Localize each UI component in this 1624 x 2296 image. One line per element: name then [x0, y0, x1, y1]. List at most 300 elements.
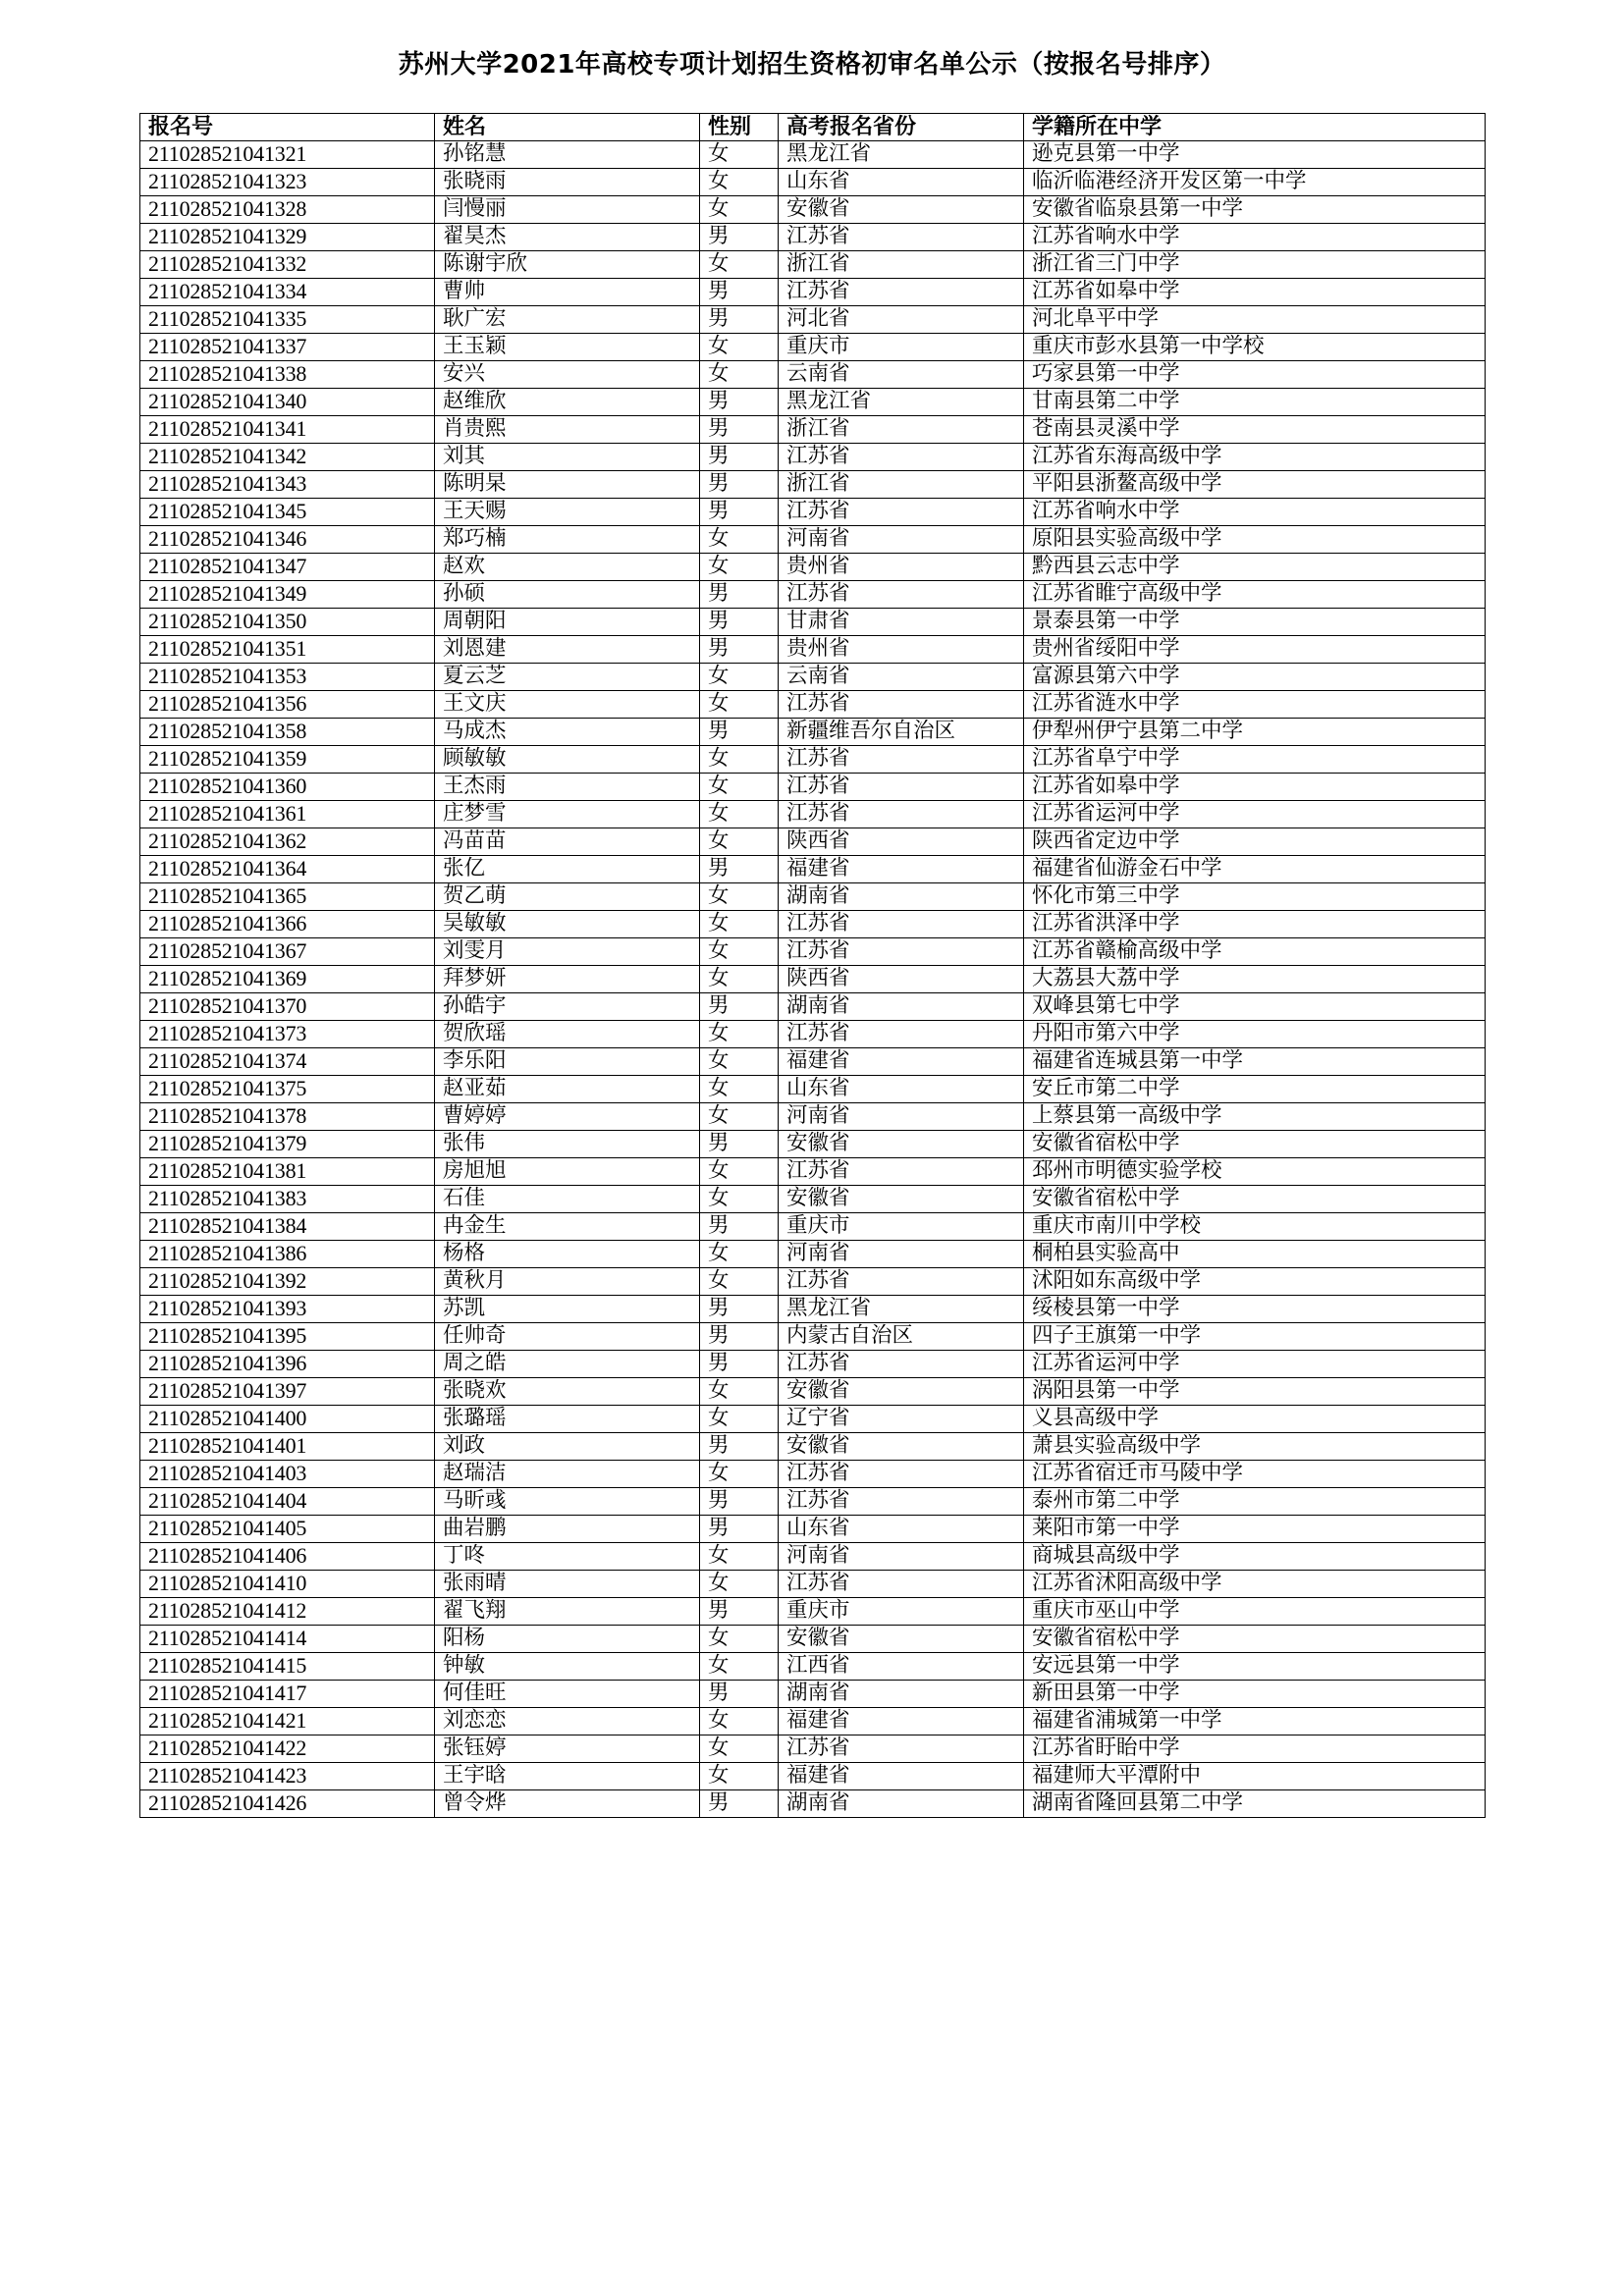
cell-id: 211028521041412 [140, 1597, 435, 1625]
cell-name: 阳杨 [435, 1625, 700, 1652]
cell-name: 刘政 [435, 1432, 700, 1460]
cell-province: 新疆维吾尔自治区 [779, 718, 1024, 745]
table-row [140, 992, 1486, 1020]
cell-gender: 女 [700, 333, 779, 360]
cell-gender: 男 [700, 223, 779, 250]
table-row [140, 1487, 1486, 1515]
table-row [140, 1185, 1486, 1212]
cell-id: 211028521041338 [140, 360, 435, 388]
cell-id: 211028521041415 [140, 1652, 435, 1680]
cell-id: 211028521041341 [140, 415, 435, 443]
cell-school: 重庆市彭水县第一中学校 [1024, 333, 1486, 360]
table-row [140, 1460, 1486, 1487]
cell-school: 甘南县第二中学 [1024, 388, 1486, 415]
cell-school: 苍南县灵溪中学 [1024, 415, 1486, 443]
roster-table-wrapper [139, 80, 1485, 1818]
cell-school: 江苏省运河中学 [1024, 800, 1486, 828]
cell-gender: 女 [700, 1102, 779, 1130]
cell-school: 临沂临港经济开发区第一中学 [1024, 168, 1486, 195]
cell-name: 孙铭慧 [435, 140, 700, 168]
cell-id: 211028521041386 [140, 1240, 435, 1267]
cell-name: 丁咚 [435, 1542, 700, 1570]
cell-school: 原阳县实验高级中学 [1024, 525, 1486, 553]
cell-province: 云南省 [779, 663, 1024, 690]
cell-province: 浙江省 [779, 415, 1024, 443]
table-row [140, 1350, 1486, 1377]
column-header-registration-number: 报名号 [140, 113, 435, 140]
table-row [140, 718, 1486, 745]
cell-id: 211028521041329 [140, 223, 435, 250]
cell-id: 211028521041373 [140, 1020, 435, 1047]
cell-gender: 女 [700, 828, 779, 855]
cell-province: 河南省 [779, 1240, 1024, 1267]
cell-gender: 女 [700, 745, 779, 773]
cell-province: 湖南省 [779, 1680, 1024, 1707]
cell-gender: 女 [700, 553, 779, 580]
cell-school: 平阳县浙鳌高级中学 [1024, 470, 1486, 498]
cell-gender: 男 [700, 1789, 779, 1817]
cell-gender: 男 [700, 635, 779, 663]
cell-name: 刘恩建 [435, 635, 700, 663]
cell-province: 江苏省 [779, 1487, 1024, 1515]
table-row [140, 663, 1486, 690]
cell-school: 黔西县云志中学 [1024, 553, 1486, 580]
cell-gender: 女 [700, 1185, 779, 1212]
cell-id: 211028521041358 [140, 718, 435, 745]
cell-id: 211028521041328 [140, 195, 435, 223]
cell-id: 211028521041370 [140, 992, 435, 1020]
cell-gender: 女 [700, 1267, 779, 1295]
cell-province: 江苏省 [779, 690, 1024, 718]
cell-id: 211028521041374 [140, 1047, 435, 1075]
cell-province: 陕西省 [779, 828, 1024, 855]
cell-gender: 男 [700, 855, 779, 882]
cell-name: 张亿 [435, 855, 700, 882]
cell-gender: 女 [700, 773, 779, 800]
cell-name: 刘雯月 [435, 937, 700, 965]
cell-school: 安丘市第二中学 [1024, 1075, 1486, 1102]
cell-name: 张钰婷 [435, 1735, 700, 1762]
cell-name: 郑巧楠 [435, 525, 700, 553]
table-row [140, 937, 1486, 965]
cell-name: 翟飞翔 [435, 1597, 700, 1625]
cell-name: 顾敏敏 [435, 745, 700, 773]
table-row [140, 1515, 1486, 1542]
table-row [140, 1625, 1486, 1652]
cell-id: 211028521041423 [140, 1762, 435, 1789]
cell-name: 翟昊杰 [435, 223, 700, 250]
table-row [140, 388, 1486, 415]
table-row [140, 1789, 1486, 1817]
cell-province: 山东省 [779, 1515, 1024, 1542]
table-header [140, 113, 1486, 140]
cell-province: 福建省 [779, 1762, 1024, 1789]
cell-id: 211028521041332 [140, 250, 435, 278]
cell-province: 福建省 [779, 1047, 1024, 1075]
cell-gender: 女 [700, 1570, 779, 1597]
cell-school: 邳州市明德实验学校 [1024, 1157, 1486, 1185]
cell-name: 马昕彧 [435, 1487, 700, 1515]
cell-school: 景泰县第一中学 [1024, 608, 1486, 635]
cell-id: 211028521041400 [140, 1405, 435, 1432]
cell-name: 王宇晗 [435, 1762, 700, 1789]
cell-gender: 女 [700, 1707, 779, 1735]
cell-school: 江苏省洪泽中学 [1024, 910, 1486, 937]
table-row [140, 1130, 1486, 1157]
cell-province: 河南省 [779, 1102, 1024, 1130]
cell-id: 211028521041356 [140, 690, 435, 718]
cell-province: 湖南省 [779, 882, 1024, 910]
cell-id: 211028521041364 [140, 855, 435, 882]
cell-school: 安徽省临泉县第一中学 [1024, 195, 1486, 223]
cell-school: 泰州市第二中学 [1024, 1487, 1486, 1515]
cell-school: 富源县第六中学 [1024, 663, 1486, 690]
cell-name: 房旭旭 [435, 1157, 700, 1185]
cell-school: 江苏省运河中学 [1024, 1350, 1486, 1377]
column-header-gender: 性别 [700, 113, 779, 140]
cell-gender: 男 [700, 388, 779, 415]
table-row [140, 470, 1486, 498]
cell-gender: 男 [700, 498, 779, 525]
cell-province: 湖南省 [779, 992, 1024, 1020]
cell-province: 江苏省 [779, 580, 1024, 608]
cell-name: 杨格 [435, 1240, 700, 1267]
cell-name: 耿广宏 [435, 305, 700, 333]
cell-gender: 男 [700, 443, 779, 470]
cell-name: 赵维欣 [435, 388, 700, 415]
cell-name: 钟敏 [435, 1652, 700, 1680]
cell-name: 刘恋恋 [435, 1707, 700, 1735]
cell-school: 江苏省响水中学 [1024, 223, 1486, 250]
table-row [140, 1047, 1486, 1075]
cell-gender: 女 [700, 937, 779, 965]
cell-id: 211028521041417 [140, 1680, 435, 1707]
cell-id: 211028521041397 [140, 1377, 435, 1405]
cell-gender: 男 [700, 1680, 779, 1707]
cell-gender: 女 [700, 1625, 779, 1652]
cell-school: 上蔡县第一高级中学 [1024, 1102, 1486, 1130]
table-row [140, 498, 1486, 525]
cell-school: 商城县高级中学 [1024, 1542, 1486, 1570]
cell-school: 新田县第一中学 [1024, 1680, 1486, 1707]
table-row [140, 1240, 1486, 1267]
cell-id: 211028521041366 [140, 910, 435, 937]
cell-name: 王杰雨 [435, 773, 700, 800]
cell-province: 江苏省 [779, 498, 1024, 525]
cell-id: 211028521041392 [140, 1267, 435, 1295]
cell-gender: 女 [700, 1075, 779, 1102]
cell-name: 苏凯 [435, 1295, 700, 1322]
cell-name: 贺欣瑶 [435, 1020, 700, 1047]
cell-province: 江苏省 [779, 1460, 1024, 1487]
cell-school: 安徽省宿松中学 [1024, 1625, 1486, 1652]
cell-school: 福建师大平潭附中 [1024, 1762, 1486, 1789]
cell-name: 马成杰 [435, 718, 700, 745]
cell-province: 江苏省 [779, 937, 1024, 965]
cell-name: 贺乙萌 [435, 882, 700, 910]
cell-school: 绥棱县第一中学 [1024, 1295, 1486, 1322]
cell-name: 孙皓宇 [435, 992, 700, 1020]
cell-gender: 女 [700, 1020, 779, 1047]
cell-gender: 男 [700, 1212, 779, 1240]
cell-gender: 女 [700, 1240, 779, 1267]
cell-school: 伊犁州伊宁县第二中学 [1024, 718, 1486, 745]
table-row [140, 1295, 1486, 1322]
table-row [140, 1735, 1486, 1762]
cell-province: 江苏省 [779, 773, 1024, 800]
cell-name: 夏云芝 [435, 663, 700, 690]
cell-province: 云南省 [779, 360, 1024, 388]
column-header-province: 高考报名省份 [779, 113, 1024, 140]
cell-name: 肖贵熙 [435, 415, 700, 443]
table-row [140, 223, 1486, 250]
cell-province: 安徽省 [779, 1185, 1024, 1212]
cell-id: 211028521041323 [140, 168, 435, 195]
table-row [140, 278, 1486, 305]
cell-school: 莱阳市第一中学 [1024, 1515, 1486, 1542]
cell-id: 211028521041401 [140, 1432, 435, 1460]
cell-school: 丹阳市第六中学 [1024, 1020, 1486, 1047]
cell-school: 双峰县第七中学 [1024, 992, 1486, 1020]
cell-id: 211028521041410 [140, 1570, 435, 1597]
cell-school: 湖南省隆回县第二中学 [1024, 1789, 1486, 1817]
cell-id: 211028521041426 [140, 1789, 435, 1817]
cell-province: 江苏省 [779, 1735, 1024, 1762]
cell-school: 浙江省三门中学 [1024, 250, 1486, 278]
cell-gender: 男 [700, 415, 779, 443]
table-row [140, 168, 1486, 195]
cell-id: 211028521041349 [140, 580, 435, 608]
cell-school: 沭阳如东高级中学 [1024, 1267, 1486, 1295]
cell-school: 义县高级中学 [1024, 1405, 1486, 1432]
table-row [140, 1432, 1486, 1460]
cell-province: 江苏省 [779, 278, 1024, 305]
cell-id: 211028521041405 [140, 1515, 435, 1542]
cell-school: 怀化市第三中学 [1024, 882, 1486, 910]
cell-gender: 女 [700, 1735, 779, 1762]
cell-id: 211028521041367 [140, 937, 435, 965]
cell-name: 任帅奇 [435, 1322, 700, 1350]
cell-id: 211028521041421 [140, 1707, 435, 1735]
cell-province: 山东省 [779, 1075, 1024, 1102]
cell-gender: 女 [700, 250, 779, 278]
cell-school: 陕西省定边中学 [1024, 828, 1486, 855]
table-row [140, 553, 1486, 580]
cell-province: 黑龙江省 [779, 388, 1024, 415]
table-row [140, 415, 1486, 443]
cell-gender: 男 [700, 470, 779, 498]
table-row [140, 525, 1486, 553]
table-row [140, 333, 1486, 360]
cell-id: 211028521041383 [140, 1185, 435, 1212]
cell-name: 曲岩鹏 [435, 1515, 700, 1542]
table-row [140, 1075, 1486, 1102]
table-row [140, 1570, 1486, 1597]
cell-school: 江苏省如皋中学 [1024, 773, 1486, 800]
table-row [140, 828, 1486, 855]
cell-province: 江苏省 [779, 1350, 1024, 1377]
cell-province: 内蒙古自治区 [779, 1322, 1024, 1350]
cell-school: 江苏省阜宁中学 [1024, 745, 1486, 773]
cell-province: 重庆市 [779, 1597, 1024, 1625]
cell-name: 曹帅 [435, 278, 700, 305]
cell-gender: 男 [700, 278, 779, 305]
cell-school: 河北阜平中学 [1024, 305, 1486, 333]
cell-school: 江苏省东海高级中学 [1024, 443, 1486, 470]
cell-name: 王玉颖 [435, 333, 700, 360]
cell-gender: 女 [700, 800, 779, 828]
cell-province: 福建省 [779, 1707, 1024, 1735]
cell-id: 211028521041381 [140, 1157, 435, 1185]
table-row [140, 882, 1486, 910]
cell-id: 211028521041342 [140, 443, 435, 470]
cell-name: 周之皓 [435, 1350, 700, 1377]
table-row [140, 1377, 1486, 1405]
cell-province: 贵州省 [779, 553, 1024, 580]
table-row [140, 443, 1486, 470]
cell-province: 安徽省 [779, 1377, 1024, 1405]
cell-province: 浙江省 [779, 250, 1024, 278]
cell-id: 211028521041350 [140, 608, 435, 635]
cell-province: 江苏省 [779, 800, 1024, 828]
cell-name: 张伟 [435, 1130, 700, 1157]
cell-gender: 女 [700, 1460, 779, 1487]
cell-school: 福建省仙游金石中学 [1024, 855, 1486, 882]
cell-province: 安徽省 [779, 1625, 1024, 1652]
cell-school: 重庆市巫山中学 [1024, 1597, 1486, 1625]
cell-school: 安徽省宿松中学 [1024, 1185, 1486, 1212]
cell-province: 山东省 [779, 168, 1024, 195]
cell-province: 江苏省 [779, 223, 1024, 250]
table-row [140, 140, 1486, 168]
cell-gender: 女 [700, 360, 779, 388]
cell-name: 刘其 [435, 443, 700, 470]
cell-gender: 男 [700, 1597, 779, 1625]
cell-name: 赵亚茹 [435, 1075, 700, 1102]
page-title: 苏州大学2021年高校专项计划招生资格初审名单公示（按报名号排序） [398, 50, 1226, 80]
cell-id: 211028521041403 [140, 1460, 435, 1487]
cell-id: 211028521041334 [140, 278, 435, 305]
table-row [140, 1680, 1486, 1707]
cell-name: 陈谢宇欣 [435, 250, 700, 278]
cell-id: 211028521041404 [140, 1487, 435, 1515]
cell-school: 江苏省盱眙中学 [1024, 1735, 1486, 1762]
cell-id: 211028521041340 [140, 388, 435, 415]
cell-name: 何佳旺 [435, 1680, 700, 1707]
cell-id: 211028521041422 [140, 1735, 435, 1762]
cell-name: 陈明杲 [435, 470, 700, 498]
cell-id: 211028521041360 [140, 773, 435, 800]
cell-name: 李乐阳 [435, 1047, 700, 1075]
cell-id: 211028521041347 [140, 553, 435, 580]
cell-province: 浙江省 [779, 470, 1024, 498]
cell-gender: 女 [700, 882, 779, 910]
cell-province: 江苏省 [779, 1570, 1024, 1597]
cell-province: 安徽省 [779, 195, 1024, 223]
cell-gender: 女 [700, 1542, 779, 1570]
cell-name: 王天赐 [435, 498, 700, 525]
cell-id: 211028521041406 [140, 1542, 435, 1570]
table-row [140, 580, 1486, 608]
cell-name: 赵欢 [435, 553, 700, 580]
cell-gender: 女 [700, 168, 779, 195]
cell-gender: 女 [700, 910, 779, 937]
cell-province: 重庆市 [779, 1212, 1024, 1240]
cell-school: 江苏省宿迁市马陵中学 [1024, 1460, 1486, 1487]
cell-gender: 女 [700, 663, 779, 690]
table-row [140, 1157, 1486, 1185]
cell-gender: 女 [700, 690, 779, 718]
cell-school: 逊克县第一中学 [1024, 140, 1486, 168]
cell-province: 黑龙江省 [779, 140, 1024, 168]
table-row [140, 1267, 1486, 1295]
cell-gender: 男 [700, 305, 779, 333]
table-row [140, 773, 1486, 800]
cell-school: 江苏省响水中学 [1024, 498, 1486, 525]
cell-id: 211028521041321 [140, 140, 435, 168]
cell-gender: 男 [700, 580, 779, 608]
cell-gender: 男 [700, 1350, 779, 1377]
cell-gender: 女 [700, 1157, 779, 1185]
table-row [140, 1102, 1486, 1130]
cell-id: 211028521041378 [140, 1102, 435, 1130]
cell-name: 张晓雨 [435, 168, 700, 195]
cell-school: 江苏省如皋中学 [1024, 278, 1486, 305]
cell-school: 江苏省沭阳高级中学 [1024, 1570, 1486, 1597]
cell-province: 河南省 [779, 1542, 1024, 1570]
table-row [140, 690, 1486, 718]
cell-province: 江苏省 [779, 443, 1024, 470]
cell-name: 冉金生 [435, 1212, 700, 1240]
cell-school: 涡阳县第一中学 [1024, 1377, 1486, 1405]
cell-school: 重庆市南川中学校 [1024, 1212, 1486, 1240]
cell-name: 孙硕 [435, 580, 700, 608]
cell-province: 江苏省 [779, 910, 1024, 937]
cell-name: 张璐瑶 [435, 1405, 700, 1432]
cell-name: 拜梦妍 [435, 965, 700, 992]
cell-school: 巧家县第一中学 [1024, 360, 1486, 388]
cell-school: 贵州省绥阳中学 [1024, 635, 1486, 663]
cell-name: 张晓欢 [435, 1377, 700, 1405]
table-row [140, 250, 1486, 278]
cell-province: 贵州省 [779, 635, 1024, 663]
cell-name: 闫慢丽 [435, 195, 700, 223]
table-row [140, 910, 1486, 937]
cell-school: 安远县第一中学 [1024, 1652, 1486, 1680]
cell-id: 211028521041362 [140, 828, 435, 855]
cell-gender: 女 [700, 1652, 779, 1680]
cell-id: 211028521041361 [140, 800, 435, 828]
cell-gender: 男 [700, 1515, 779, 1542]
cell-id: 211028521041335 [140, 305, 435, 333]
cell-id: 211028521041343 [140, 470, 435, 498]
cell-name: 庄梦雪 [435, 800, 700, 828]
cell-province: 安徽省 [779, 1130, 1024, 1157]
table-row [140, 965, 1486, 992]
cell-gender: 男 [700, 1130, 779, 1157]
cell-province: 江苏省 [779, 745, 1024, 773]
cell-name: 赵瑞洁 [435, 1460, 700, 1487]
cell-province: 湖南省 [779, 1789, 1024, 1817]
cell-gender: 男 [700, 1322, 779, 1350]
table-body [140, 140, 1486, 1817]
table-row [140, 1542, 1486, 1570]
cell-id: 211028521041359 [140, 745, 435, 773]
cell-name: 安兴 [435, 360, 700, 388]
table-row [140, 1020, 1486, 1047]
cell-name: 王文庆 [435, 690, 700, 718]
table-row [140, 305, 1486, 333]
